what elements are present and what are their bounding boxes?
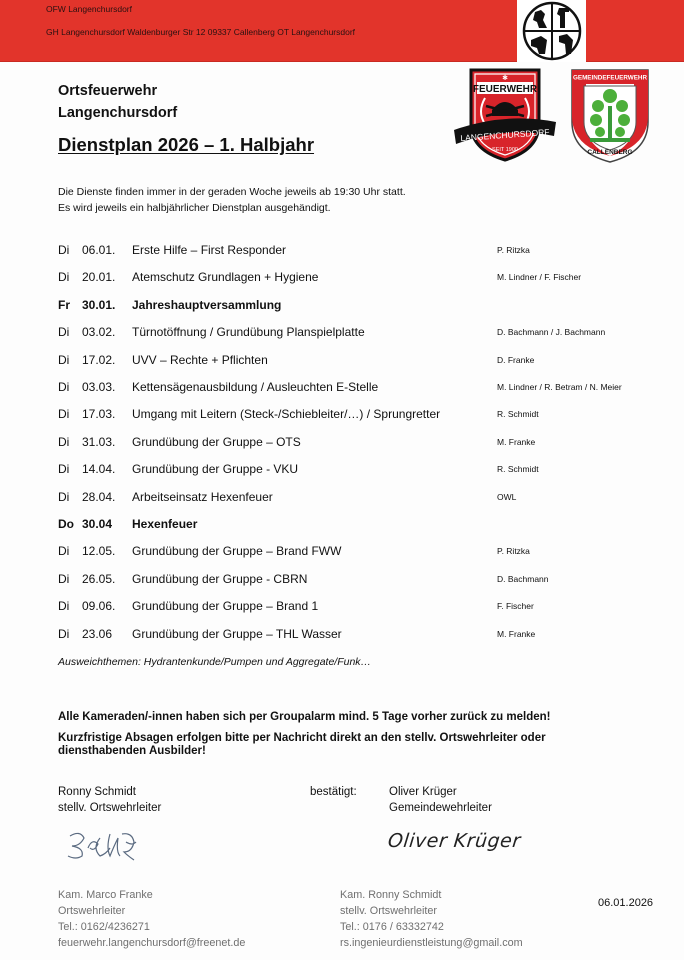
schedule-row <box>58 490 658 510</box>
signer-left-name: Ronny Schmidt <box>58 786 136 798</box>
svg-text:SEIT 1900: SEIT 1900 <box>492 147 518 153</box>
intro-line1: Die Dienste finden immer in der geraden Woche jeweils ab 19:30 Uhr statt. <box>58 186 406 198</box>
schedule-day: Di <box>58 626 70 641</box>
intro-line2: Es wird jeweils ein halbjährlicher Dienstplan ausgehändigt. <box>58 202 331 214</box>
footer-contact-left <box>58 887 245 951</box>
svg-text:FEUERWEHR: FEUERWEHR <box>472 84 538 95</box>
schedule-day: Di <box>58 599 70 614</box>
footer-right-phone: Tel.: 0176 / 63332742 <box>340 921 444 933</box>
feuerwehr-langenchursdorf-logo <box>452 66 558 167</box>
schedule-topic: Erste Hilfe – First Responder <box>132 243 287 257</box>
schedule-date: 20.01. <box>82 270 116 285</box>
schedule-day: Di <box>58 407 70 422</box>
alternative-topics: Ausweichthemen: Hydrantenkunde/Pumpen und Aggregate/Funk… <box>58 656 372 668</box>
signature-right <box>389 784 492 816</box>
page-title: Dienstplan 2026 – 1. Halbjahr <box>58 134 315 155</box>
schedule-date: 28.04. <box>82 489 116 504</box>
schedule-topic: Grundübung der Gruppe - VKU <box>132 462 299 477</box>
header-org: OFW Langenchursdorf <box>46 4 132 14</box>
schedule-topic: Grundübung der Gruppe – OTS <box>132 434 301 449</box>
schedule-date: 26.05. <box>82 571 116 586</box>
schedule-topic: Arbeitseinsatz Hexenfeuer <box>132 489 273 504</box>
schedule-day: Di <box>58 243 70 257</box>
schedule-date: 30.01. <box>82 297 116 312</box>
schedule-person: D. Bachmann <box>497 573 549 584</box>
schedule-topic: Grundübung der Gruppe – Brand 1 <box>132 599 319 614</box>
schedule-person: R. Schmidt <box>497 464 539 475</box>
handwritten-signature-left <box>66 828 146 867</box>
svg-text:GEMEINDEFEUERWEHR: GEMEINDEFEUERWEHR <box>572 74 648 82</box>
signer-left-role: stellv. Ortswehrleiter <box>58 802 162 814</box>
schedule-topic: Grundübung der Gruppe - CBRN <box>132 571 308 586</box>
document-date: 06.01.2026 <box>598 897 654 909</box>
schedule-topic: Umgang mit Leitern (Steck-/Schiebleiter/…) / Sprungretter <box>132 407 441 422</box>
svg-text:CALLENBERG: CALLENBERG <box>587 149 633 156</box>
schedule-topic: Jahreshauptversammlung <box>132 297 282 312</box>
footer-right-email[interactable]: rs.ingenieurdienstleistung@gmail.com <box>340 937 523 949</box>
schedule-row <box>58 627 658 647</box>
handwritten-signature-right: Oliver Krüger <box>386 830 522 852</box>
footer-left-role: Ortswehrleiter <box>58 905 126 917</box>
footer-contact-right <box>340 887 523 951</box>
schedule-topic: Atemschutz Grundlagen + Hygiene <box>132 270 319 285</box>
header-bar <box>0 0 684 62</box>
schedule-date: 12.05. <box>82 544 116 559</box>
footer-left-email[interactable]: feuerwehr.langenchursdorf@freenet.de <box>58 937 246 949</box>
schedule-day: Di <box>58 325 70 340</box>
schedule-row <box>58 599 658 619</box>
footer-right-name: Kam. Ronny Schmidt <box>340 889 442 901</box>
schedule-day: Di <box>58 571 70 586</box>
schedule-person: M. Franke <box>497 628 536 639</box>
schedule-date: 09.06. <box>82 599 116 614</box>
schedule-topic: Grundübung der Gruppe – Brand FWW <box>132 544 342 559</box>
schedule-row <box>58 325 658 345</box>
notice-line1: Alle Kameraden/-innen haben sich per Groupalarm mind. 5 Tage vorher zurück zu melden! <box>58 711 551 723</box>
schedule-day: Di <box>58 434 70 449</box>
schedule-date: 17.03. <box>82 407 116 422</box>
schedule-topic: Kettensägenausbildung / Ausleuchten E-Stelle <box>132 380 379 394</box>
schedule-day: Do <box>58 517 74 531</box>
schedule-date: 03.03. <box>82 380 116 394</box>
schedule-row <box>58 298 658 318</box>
signer-right-role: Gemeindewehrleiter <box>389 802 492 814</box>
schedule-day: Fr <box>58 297 70 312</box>
footer-right-role: stellv. Ortswehrleiter <box>340 905 437 917</box>
schedule-person: M. Franke <box>497 436 536 447</box>
schedule-day: Di <box>58 270 70 285</box>
schedule-date: 17.02. <box>82 352 116 367</box>
schedule-person: P. Ritzka <box>497 546 530 557</box>
schedule-person: F. Fischer <box>497 601 534 612</box>
schedule-person: M. Lindner / R. Betram / N. Meier <box>497 382 622 392</box>
notice-line2: Kurzfristige Absagen erfolgen bitte per Nachricht direkt an den stellv. Ortswehrleiter oder diensthabenden Ausbilder! <box>58 732 546 757</box>
org-title-line1: Ortsfeuerwehr <box>58 83 158 99</box>
schedule-day: Di <box>58 352 70 367</box>
confirmed-label: bestätigt: <box>310 786 357 798</box>
schedule-person: R. Schmidt <box>497 409 539 420</box>
schedule-topic: Hexenfeuer <box>132 517 198 531</box>
schedule-row <box>58 380 658 400</box>
firefighter-emblem-icon <box>517 0 586 62</box>
schedule-person: OWL <box>497 491 517 502</box>
org-title-line2: Langenchursdorf <box>58 105 178 121</box>
schedule-row <box>58 407 658 427</box>
schedule-row <box>58 435 658 455</box>
schedule-date: 23.06 <box>82 626 113 641</box>
schedule-row <box>58 243 658 263</box>
schedule-day: Di <box>58 462 70 477</box>
schedule-topic: Grundübung der Gruppe – THL Wasser <box>132 626 342 641</box>
schedule-row <box>58 462 658 482</box>
header-address: GH Langenchursdorf Waldenburger Str 12 09337 Callenberg OT Langenchursdorf <box>46 27 356 37</box>
schedule-date: 31.03. <box>82 434 116 449</box>
schedule-date: 30.04 <box>82 517 113 531</box>
svg-text:LANGENCHURSDORF: LANGENCHURSDORF <box>460 126 550 144</box>
schedule-person: D. Bachmann / J. Bachmann <box>497 327 606 338</box>
schedule-day: Di <box>58 380 70 394</box>
schedule-topic: Türnotöffnung / Grundübung Planspielplatte <box>132 325 365 340</box>
schedule-row <box>58 270 658 290</box>
schedule-person: P. Ritzka <box>497 245 530 255</box>
schedule-day: Di <box>58 544 70 559</box>
svg-text:✱: ✱ <box>502 74 508 82</box>
signature-left <box>58 784 161 816</box>
footer-left-name: Kam. Marco Franke <box>58 889 153 901</box>
schedule-date: 03.02. <box>82 325 116 340</box>
schedule-row <box>58 544 658 564</box>
schedule-topic: UVV – Rechte + Pflichten <box>132 352 268 367</box>
schedule-person: D. Franke <box>497 354 535 365</box>
schedule-day: Di <box>58 489 70 504</box>
footer-left-phone: Tel.: 0162/4236271 <box>58 921 150 933</box>
signer-right-name: Oliver Krüger <box>389 786 457 798</box>
gemeindefeuerwehr-callenberg-logo <box>568 66 652 171</box>
schedule-row <box>58 572 658 592</box>
schedule-date: 06.01. <box>82 243 116 257</box>
schedule-row <box>58 517 658 537</box>
schedule-row <box>58 353 658 373</box>
schedule-date: 14.04. <box>82 462 116 477</box>
schedule-person: M. Lindner / F. Fischer <box>497 272 582 283</box>
